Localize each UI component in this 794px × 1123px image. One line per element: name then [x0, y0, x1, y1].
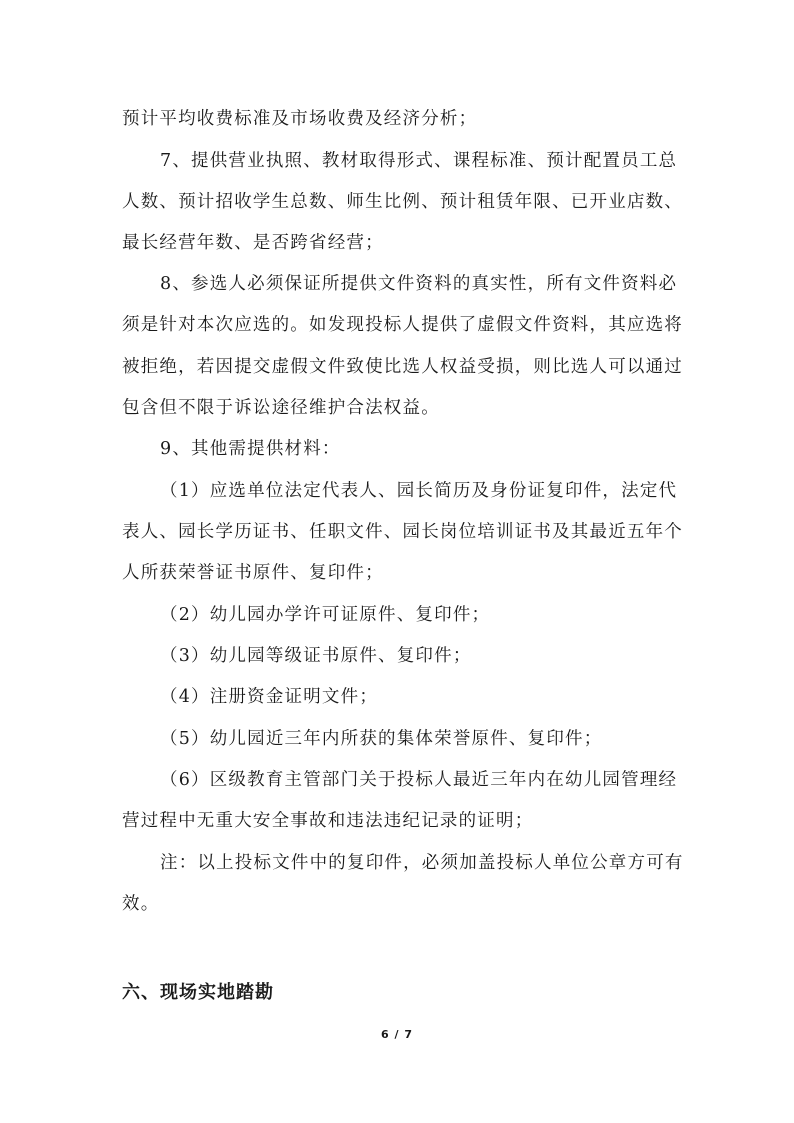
text-line: （6）区级教育主管部门关于投标人最近三年内在幼儿园管理经	[160, 770, 678, 790]
text-line: 7、提供营业执照、教材取得形式、课程标准、预计配置员工总	[160, 151, 678, 171]
text-line: （3）幼儿园等级证书原件、复印件；	[160, 646, 472, 666]
text-line: 8、参选人必须保证所提供文件资料的真实性，所有文件资料必	[160, 274, 678, 294]
text-line: （5）幼儿园近三年内所获的集体荣誉原件、复印件；	[160, 729, 603, 749]
text-line: 人所获荣誉证书原件、复印件；	[122, 563, 384, 583]
section-heading: 六、现场实地踏勘	[122, 982, 274, 1003]
text-line: （2）幼儿园办学许可证原件、复印件；	[160, 605, 491, 625]
text-line: 人数、预计招收学生总数、师生比例、预计租赁年限、已开业店数、	[122, 192, 683, 212]
text-line: 预计平均收费标准及市场收费及经济分析；	[122, 109, 478, 129]
text-line: 被拒绝，若因提交虚假文件致使比选人权益受损，则比选人可以通过	[122, 357, 683, 377]
page-number: 6 / 7	[381, 1028, 413, 1041]
text-line: 最长经营年数、是否跨省经营；	[122, 233, 384, 253]
text-line: 注：以上投标文件中的复印件，必须加盖投标人单位公章方可有	[160, 853, 684, 873]
text-line: 包含但不限于诉讼途径维护合法权益。	[122, 398, 440, 418]
text-line: 须是针对本次应选的。如发现投标人提供了虚假文件资料，其应选将	[122, 315, 683, 335]
text-line: 营过程中无重大安全事故和违法违纪记录的证明；	[122, 811, 534, 831]
text-line: 9、其他需提供材料：	[160, 439, 341, 459]
text-line: 效。	[122, 894, 160, 914]
text-line: （4）注册资金证明文件；	[160, 687, 379, 707]
text-line: 表人、园长学历证书、任职文件、园长岗位培训证书及其最近五年个	[122, 522, 683, 542]
text-line: （1）应选单位法定代表人、园长简历及身份证复印件，法定代	[160, 481, 678, 501]
